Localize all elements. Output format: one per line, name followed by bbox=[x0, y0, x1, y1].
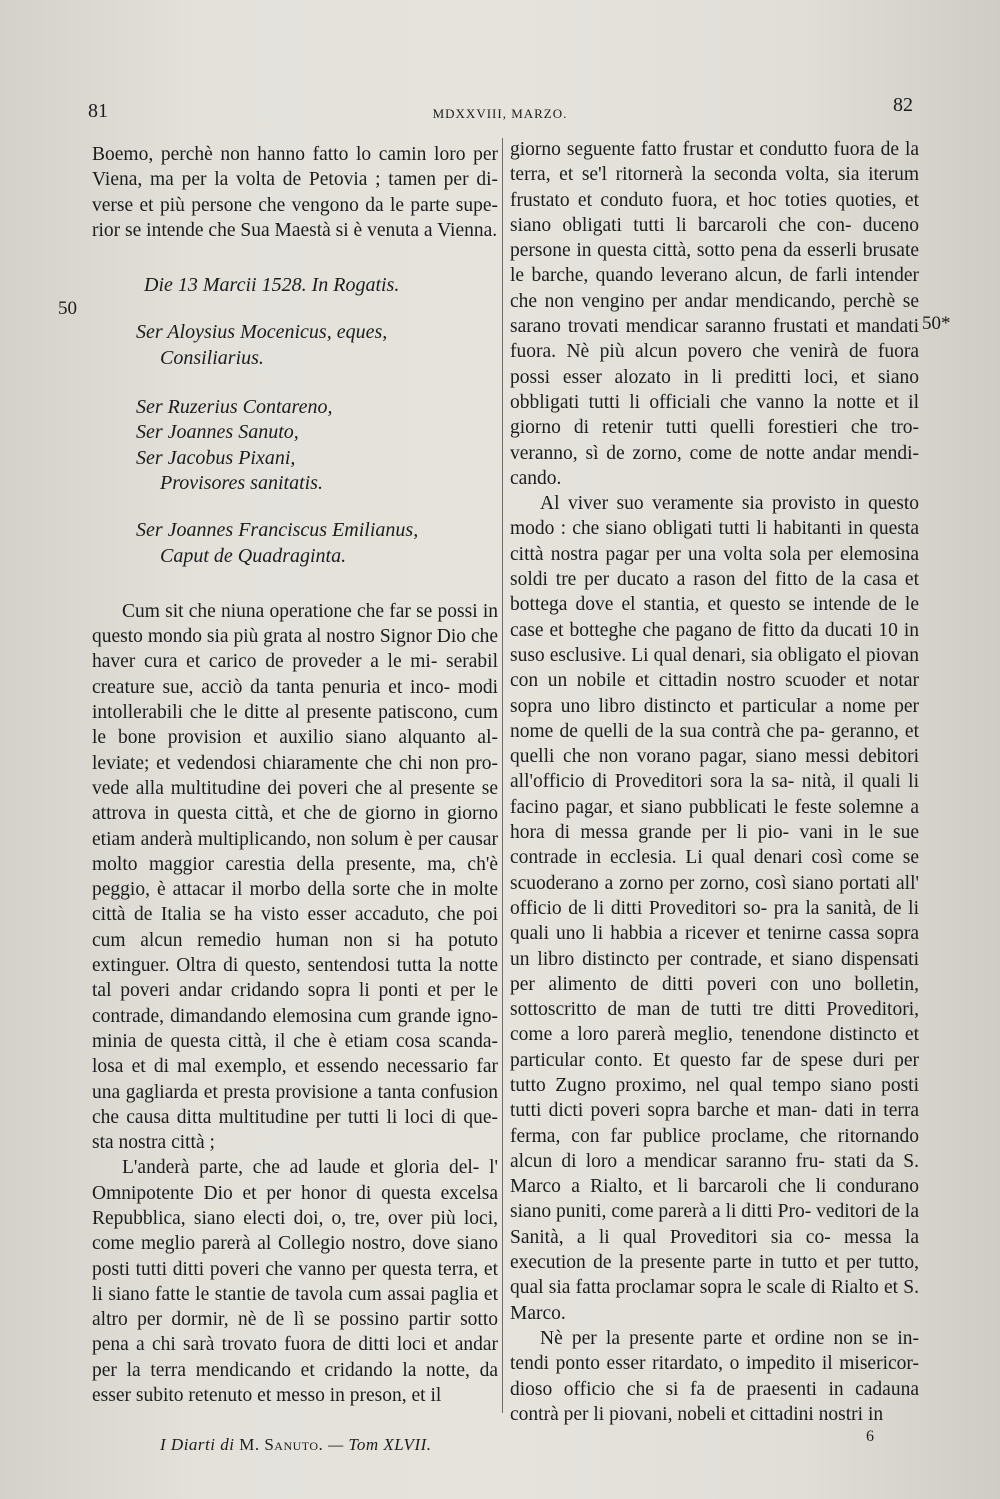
official-entry: Ser Ruzerius Contareno, bbox=[136, 396, 333, 419]
footer-author: M. Sanuto. bbox=[239, 1435, 324, 1454]
margin-line-number-left: 50 bbox=[58, 298, 77, 319]
official-entry: Ser Aloysius Mocenicus, eques, bbox=[136, 321, 388, 344]
footer-volume: — Tom XLVII. bbox=[328, 1435, 432, 1454]
paragraph-ne-per: Nè per la presente parte et ordine non se in- tendi ponto esser ritardato, o impedito il misericor- dioso officio che si fa de praesenti in cadauna contrà per li piovani, nobeli et cittadini nostri in bbox=[510, 1327, 919, 1425]
official-entry: Ser Joannes Sanuto, bbox=[136, 421, 299, 444]
column-divider bbox=[502, 138, 503, 1413]
official-entry: Ser Jacobus Pixani, bbox=[136, 446, 296, 469]
paragraph-continuation: Boemo, perchè non hanno fatto lo camin loro per Viena, ma per la volta de Petovia ; tamen per di- verse et più persone che vengono da le parte supe- rior se intende che Sua Maestà si è venuta a Vienna. bbox=[92, 144, 498, 241]
margin-line-number-right: 50* bbox=[922, 313, 951, 334]
official-title: Provisores sanitatis. bbox=[160, 471, 323, 494]
paragraph-cum-sit: Cum sit che niuna operatione che far se possi in questo mondo sia più grata al nostro Signor Dio che haver cura et carico de proveder a le mi- serabil creature sue, acciò da tanta penuria et inco- modi intollerabili che le ditte al presente patiscono, cum le bone provision et auxilio siano alquanto al- leviate; et vedendosi chiaramente che chi non pro- vede alla multitudine dei poveri che al presente se attrova in questa città, et che de giorno in giorno etiam anderà multiplicando, non solum è per causar molto maggior carestia della presente, ma, ch'è peggio, è attacar il morbo della sorte che in molte città de Italia se ha visto esser accaduto, che poi cum alcun remedio human non si ha potuto extinguer. Oltra di questo, sentendosi tutta la notte tal poveri andar cridando sopra li ponti et per le contrade, dimandando elemosina cum grande igno- minia de questa città, il che è etiam cosa scanda- losa et di mal exemplo, et essendo necessario far una gagliarda et presta provisione a tanta confusion che causa ditta multitudine per tutti li loci di que- sta nostra città ; bbox=[92, 600, 499, 1154]
session-heading: Die 13 Marcii 1528. In Rogatis. bbox=[144, 274, 400, 297]
signature-mark: 6 bbox=[866, 1428, 874, 1445]
left-page-number: 81 bbox=[88, 100, 108, 122]
page-footer bbox=[160, 1435, 432, 1455]
left-column bbox=[92, 142, 498, 1408]
right-column bbox=[510, 137, 919, 1427]
right-page-number: 82 bbox=[893, 94, 913, 116]
running-title: MDXXVIII, MARZO. bbox=[432, 106, 568, 121]
official-entry: Ser Joannes Franciscus Emilianus, bbox=[136, 519, 419, 542]
paragraph-continuation: giorno seguente fatto frustar et condutto fuora de la terra, et se'l ritornerà la seconda volta, sia iterum frustato et conduto fuora, et hoc toties quoties, et siano obligati tutti li barcaroli che con- duceno persone in questa città, sotto pena da esserli brusate le barche, quando leverano alcun, de farli intender che non vengino per andar mendicando, perchè se sarano trovati mendicar saranno frustati et mandati fuora. Nè più alcun povero che venirà de fuora possi esser alozato in li preditti loci, et siano obbligati tutti li officiali che vanno la notte et il giorno di retenir tutti quelli forestieri che tro- veranno, sì de zorno, come de notte andar mendi- cando. bbox=[510, 139, 920, 489]
official-title: Caput de Quadraginta. bbox=[160, 544, 347, 567]
official-title: Consiliarius. bbox=[160, 346, 264, 369]
footer-series: I Diarti di bbox=[160, 1435, 235, 1454]
paragraph-al-viver: Al viver suo veramente sia provisto in questo modo : che siano obligati tutti li habitanti in questa città nostra pagar per una volta sola per elemosina soldi tre per ducato a rason del fitto de la casa et bottega dove el stantia, et questo se intende de le case et botteghe che pagano de fitto da ducati 10 in suso esclusive. Li qual denari, sia obligato el piovan con un nobile et cittadin nostro scuoder et notar sopra uno libro distincto et particular a nome per nome de quelli de la sua contrà che pa- geranno, et quelli che non vorano pagar, siano messi debitori all'officio di Proveditori sora la sa- nità, il quali li facino pagar, et siano pubblicati le feste solemne a hora di messa grande per li pio- vani in le sue contrade in ecclesia. Li qual denari così come se scuoderano a zorno per zorno, così siano portati all' officio de li ditti Proveditori so- pra la sanità, de li quali uno li habbia a ricever et tenirne cassa sopra un libro distincto per contrade, et siano dispensati per alimento de ditti poveri con uno bolletin, sottoscritto de man de tutti tre ditti Proveditori, come a loro parerà meglio, tenendone distincto et particular conto. Et questo far de spese duri per tutto Zugno proximo, nel qual tempo siano posti tutti dicti poveri sopra barche et man- dati in terra ferma, con far publice proclame, che ritornando alcun di loro a mendicar saranno fru- stati da S. Marco a Rialto, et li barcaroli che li condurano siano puniti, come parerà a li ditti Pro- veditori de la Sanità, a li qual Proveditori sia co- messa la execution de la presente parte in tutto et per tutto, qual sia fatta proclamar sopra le scale di Rialto et S. Marco. bbox=[510, 493, 920, 1324]
paragraph-l-andera-parte: L'anderà parte, che ad laude et gloria del- l' Omnipotente Dio et per honor di questa excelsa Repubblica, siano electi doi, o, tre, over più loci, come meglio parerà al Collegio nostro, dove siano posti tutti ditti poveri che vanno per questa terra, et li siano fatte le stantie de tavola cum assai paglia et altro per dormir, nè de lì se possino partir sotto pena a chi sarà trovato fuora de ditti loci et andar per la terra mendicando et cridando la notte, da esser subito retenuto et messo in preson, et il bbox=[92, 1157, 499, 1407]
